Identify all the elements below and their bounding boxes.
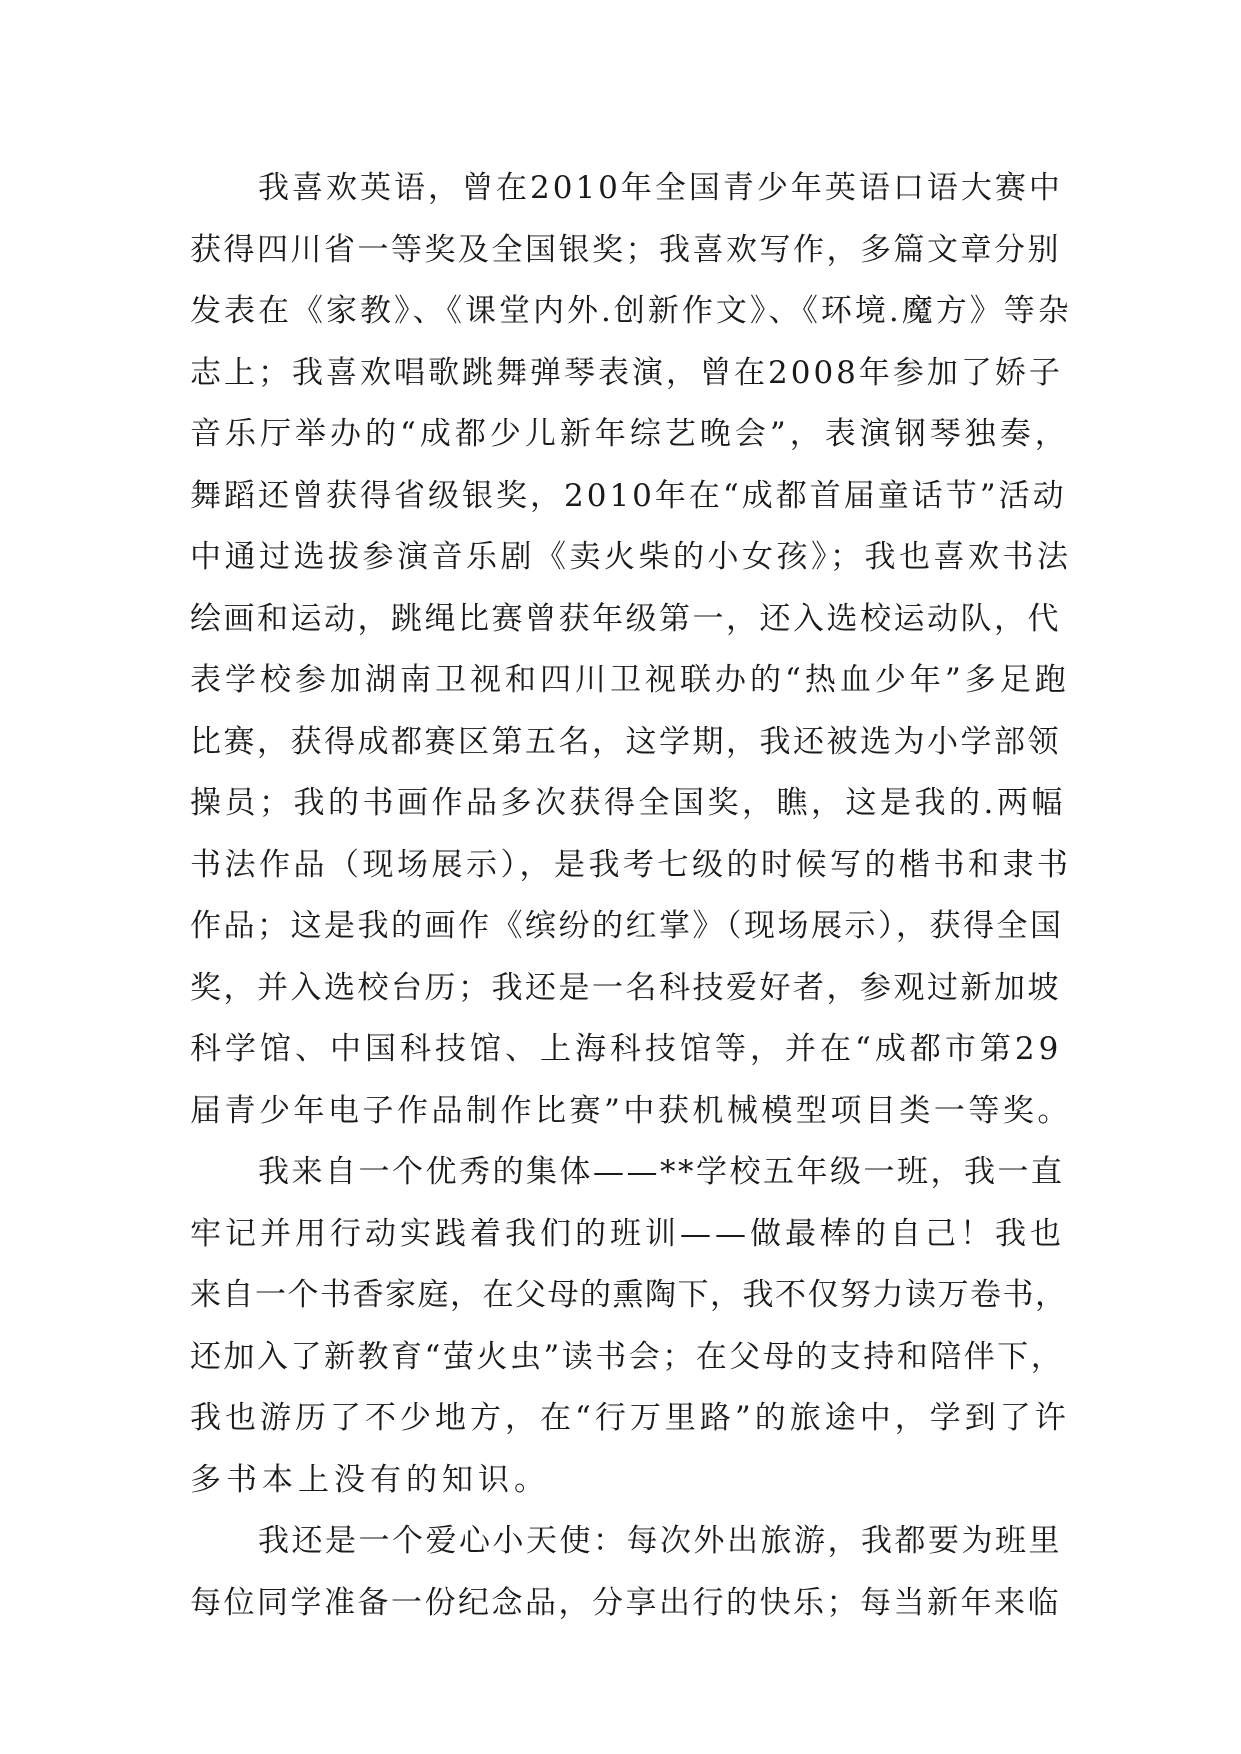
text-line: 来自一个书香家庭，在父母的熏陶下，我不仅努力读万卷书， <box>190 1277 1068 1313</box>
text-line: 多书本上没有的知识。 <box>190 1461 550 1498</box>
text-line: 中通过选拔参演音乐剧《卖火柴的小女孩》；我也喜欢书法 <box>190 539 1072 575</box>
text-line: 我还是一个爱心小天使：每次外出旅游，我都要为班里 <box>258 1523 1062 1559</box>
text-line: 我喜欢英语，曾在2010年全国青少年英语口语大赛中 <box>258 170 1063 206</box>
document-body <box>190 158 1070 1634</box>
text-line: 书法作品（现场展示），是我考七级的时候写的楷书和隶书 <box>190 846 1072 883</box>
text-line: 每位同学准备一份纪念品，分享出行的快乐；每当新年来临 <box>190 1584 1061 1621</box>
paragraph-3 <box>190 1511 1070 1634</box>
text-line: 操员；我的书画作品多次获得全国奖，瞧，这是我的.两幅 <box>190 785 1066 821</box>
text-line: 奖，并入选校台历；我还是一名科技爱好者，参观过新加坡 <box>190 969 1061 1006</box>
paragraph-1 <box>190 158 1070 1142</box>
text-line: 绘画和运动，跳绳比赛曾获年级第一，还入选校运动队，代 <box>190 600 1061 637</box>
paragraph-2 <box>190 1142 1070 1511</box>
text-line: 科学馆、中国科技馆、上海科技馆等，并在“成都市第29 <box>190 1031 1063 1067</box>
text-line: 我来自一个优秀的集体——**学校五年级一班，我一直 <box>258 1154 1065 1190</box>
text-line: 舞蹈还曾获得省级银奖，2010年在“成都首届童话节”活动 <box>190 477 1067 514</box>
text-line: 届青少年电子作品制作比赛”中获机械模型项目类一等奖。 <box>190 1092 1072 1129</box>
text-line: 获得四川省一等奖及全国银奖；我喜欢写作，多篇文章分别 <box>190 231 1061 268</box>
text-line: 我也游历了不少地方，在“行万里路”的旅途中，学到了许 <box>190 1400 1070 1436</box>
text-line: 音乐厅举办的“成都少儿新年综艺晚会”，表演钢琴独奏， <box>190 416 1070 452</box>
text-line: 作品；这是我的画作《缤纷的红掌》（现场展示），获得全国 <box>190 908 1064 944</box>
text-line: 表学校参加湖南卫视和四川卫视联办的“热血少年”多足跑 <box>190 662 1070 698</box>
text-line: 发表在《家教》、《课堂内外.创新作文》、《环境.魔方》等杂 <box>190 293 1072 329</box>
text-line: 志上；我喜欢唱歌跳舞弹琴表演，曾在2008年参加了娇子 <box>190 354 1063 391</box>
text-line: 比赛，获得成都赛区第五名，这学期，我还被选为小学部领 <box>190 723 1061 760</box>
text-line: 还加入了新教育“萤火虫”读书会；在父母的支持和陪伴下， <box>190 1338 1065 1375</box>
text-line: 牢记并用行动实践着我们的班训——做最棒的自己！我也 <box>190 1215 1065 1252</box>
